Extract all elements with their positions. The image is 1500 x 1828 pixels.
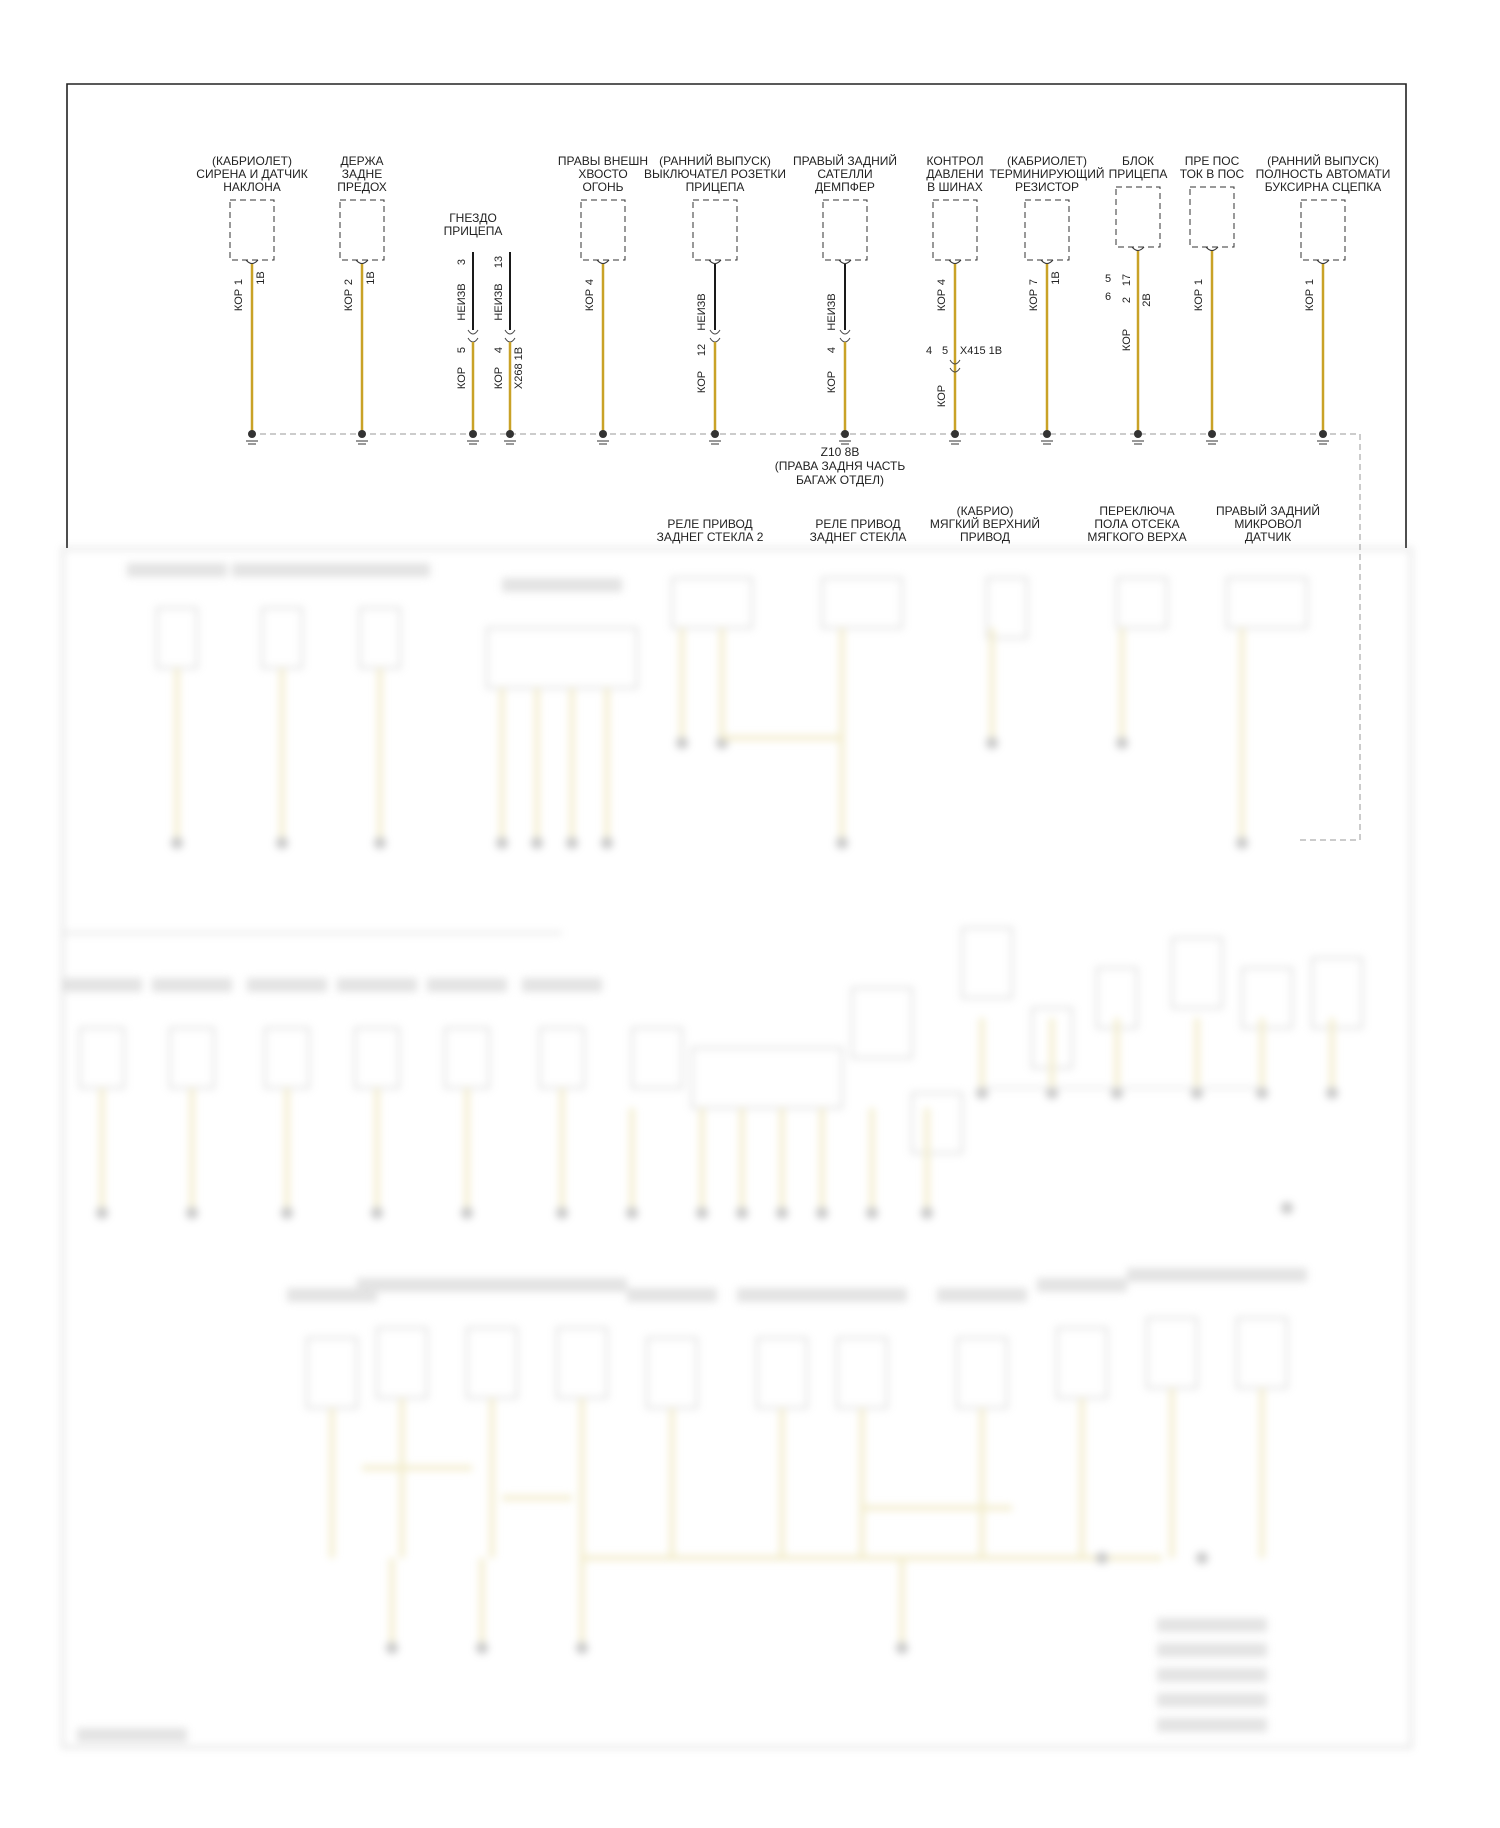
wire-color-label: КОР [584, 288, 596, 312]
component-label: ХВОСТО [578, 167, 628, 181]
component-7 [926, 154, 1002, 444]
component-label: ПРИЦЕПА [1108, 167, 1168, 181]
component-label: ПРИЦЕПА [685, 180, 745, 194]
component-4 [558, 154, 648, 444]
pin-number: 6 [1104, 291, 1112, 303]
pin-number: 2 [343, 278, 355, 286]
ground-symbol-icon [1041, 441, 1053, 444]
component-label: ПРИВОД [959, 530, 1011, 544]
pin-connector-icon [1317, 260, 1329, 264]
ground-point-icon [1208, 430, 1216, 438]
component-box [693, 200, 737, 260]
component-label: СИРЕНА И ДАТЧИК [196, 167, 308, 181]
component-6 [793, 153, 897, 444]
ground-code: Z10 8B [820, 445, 860, 459]
pin-number: 13 [493, 255, 505, 269]
ground-point-icon [1134, 430, 1142, 438]
pin-connector-icon [356, 260, 368, 264]
component-label: ПОЛНОСТЬ АВТОМАТИ [1255, 167, 1391, 181]
ground-symbol-icon [1317, 441, 1329, 444]
connector-icon [840, 330, 850, 342]
component-label: РЕЛЕ ПРИВОД [815, 517, 901, 531]
pin-number: 7 [1028, 278, 1040, 286]
component-label: ПРАВЫЙ ЗАДНИЙ [792, 154, 898, 168]
wire-color-label: НЕИЗВ [493, 283, 505, 321]
pin-connector-icon [949, 260, 961, 264]
component-box [340, 200, 384, 260]
wire-color-label: КОР [343, 288, 355, 312]
wire-color-label: КОР [1121, 328, 1133, 352]
pin-number: 4 [493, 346, 505, 354]
component-box [933, 200, 977, 260]
pin-connector-icon [1206, 247, 1218, 251]
component-label: ПОЛА ОТСЕКА [1094, 517, 1180, 531]
component-label: ОГОНЬ [582, 180, 624, 194]
component-label: (КАБРИО) [956, 504, 1014, 518]
connector-icon [468, 330, 478, 342]
connector-id: X268 1B [513, 346, 525, 390]
component-label: ТЕРМИНИРУЮЩИЙ [989, 167, 1105, 181]
component-label: МЯГКИЙ ВЕРХНИЙ [929, 517, 1041, 531]
row2-component-1 [657, 517, 764, 544]
component-label: ПРЕДОХ [337, 180, 387, 194]
component-label: ТОК В ПОС [1179, 167, 1245, 181]
ground-symbol-icon [839, 441, 851, 444]
component-label: ГНЕЗДО [449, 211, 497, 225]
wire-color-label: КОР [1193, 288, 1205, 312]
component-label: (КАБРИОЛЕТ) [1007, 154, 1087, 168]
pin-number: 4 [584, 278, 596, 286]
row2-component-3 [930, 504, 1040, 544]
pin-number: 2 [1121, 296, 1133, 304]
pin-number-b: 1B [255, 271, 267, 285]
pin-connector-icon [839, 260, 851, 264]
pin-number-b: 1B [1050, 271, 1062, 285]
ground-point-icon [469, 430, 477, 438]
wire-color-label: КОР [1028, 288, 1040, 312]
component-label: ЗАДНЕ [341, 167, 383, 181]
pin-number: 4 [925, 345, 933, 357]
component-label: ПРАВЫ ВНЕШН [557, 154, 649, 168]
pin-number: 4 [936, 278, 948, 286]
ground-point-icon [1043, 430, 1051, 438]
component-label: КОНТРОЛ [926, 154, 984, 168]
ground-point-icon [711, 430, 719, 438]
wire-color-label: КОР [493, 366, 505, 390]
component-label: ДАТЧИК [1244, 530, 1292, 544]
row2-component-5 [1216, 503, 1320, 544]
ground-symbol-icon [1206, 441, 1218, 444]
component-box [1190, 187, 1234, 247]
component-label: (РАННИЙ ВЫПУСК) [1267, 154, 1379, 168]
component-box [1025, 200, 1069, 260]
component-5 [644, 153, 786, 444]
ground-symbol-icon [467, 441, 479, 444]
wire-color-label: КОР [1304, 288, 1316, 312]
ground-bus [250, 434, 1360, 840]
ground-symbol-icon [504, 441, 516, 444]
component-8 [989, 154, 1104, 444]
pin-number: 5 [456, 346, 468, 354]
ground-symbol-icon [1132, 441, 1144, 444]
component-box [1116, 187, 1160, 247]
component-1 [196, 154, 307, 444]
wire-color-label: КОР [936, 384, 948, 408]
pin-number: 1 [1193, 278, 1205, 286]
pin-number: 3 [456, 258, 468, 266]
ground-point-icon [599, 430, 607, 438]
pin-connector-icon [1041, 260, 1053, 264]
component-label: ДЕМПФЕР [815, 180, 875, 194]
wire-color-label: КОР [936, 288, 948, 312]
row2-component-2 [810, 517, 907, 544]
component-label: НАКЛОНА [223, 180, 281, 194]
pin-number-b: 2B [1141, 293, 1153, 307]
pin-connector-icon [709, 260, 721, 264]
ground-label [775, 445, 906, 487]
wire-color-label: КОР [456, 366, 468, 390]
component-label: ПЕРЕКЛЮЧА [1099, 504, 1175, 518]
wire-color-label: КОР [826, 370, 838, 394]
component-label: САТЕЛЛИ [817, 167, 873, 181]
component-11 [1256, 153, 1391, 444]
pin-number: 12 [696, 343, 708, 357]
pin-connector-icon [597, 260, 609, 264]
component-label: МИКРОВОЛ [1234, 517, 1302, 531]
component-label: (КАБРИОЛЕТ) [212, 154, 292, 168]
component-label: РЕЛЕ ПРИВОД [667, 517, 753, 531]
component-label: ЗАДНЕГ СТЕКЛА [809, 530, 907, 544]
ground-desc-2: БАГАЖ ОТДЕЛ) [796, 473, 884, 487]
wire-color-label: КОР [233, 288, 245, 312]
ground-point-icon [506, 430, 514, 438]
ground-point-icon [1319, 430, 1327, 438]
wire-color-label: НЕИЗВ [456, 283, 468, 321]
component-label: (РАННИЙ ВЫПУСК) [659, 154, 771, 168]
connector-icon [505, 330, 515, 342]
wire-color-label: НЕИЗВ [826, 293, 838, 331]
component-label: ПРАВЫЙ ЗАДНИЙ [1215, 504, 1321, 518]
component-box [1301, 200, 1345, 260]
component-label: ДАВЛЕНИ [926, 167, 984, 181]
component-label: РЕЗИСТОР [1014, 180, 1080, 194]
ground-point-icon [248, 430, 256, 438]
wire-color-label: КОР [696, 370, 708, 394]
component-label: ПРИЦЕПА [443, 224, 503, 238]
component-label: БУКСИРНА СЦЕПКА [1264, 180, 1382, 194]
pin-connector-icon [1132, 247, 1144, 251]
component-box [230, 200, 274, 260]
component-label: ДЕРЖА [340, 154, 384, 168]
ground-point-icon [841, 430, 849, 438]
pin-number: 1 [1304, 278, 1316, 286]
component-2 [337, 154, 387, 444]
pin-number: 17 [1121, 273, 1133, 287]
pin-number-b: 1B [365, 271, 377, 285]
pin-number: 1 [233, 278, 245, 286]
pin-connector-icon [246, 260, 258, 264]
component-10 [1180, 154, 1245, 444]
row2-component-4 [1087, 504, 1186, 544]
component-box [581, 200, 625, 260]
connector-id: X415 1B [959, 345, 1003, 357]
component-3 [444, 211, 525, 444]
ground-symbol-icon [246, 441, 258, 444]
component-label: БЛОК [1121, 154, 1155, 168]
ground-desc-1: (ПРАВА ЗАДНЯ ЧАСТЬ [774, 459, 906, 473]
connector-icon [710, 330, 720, 342]
component-label: В ШИНАХ [927, 180, 983, 194]
component-label: МЯГКОГО ВЕРХА [1087, 530, 1187, 544]
component-label: ЗАДНЕГ СТЕКЛА 2 [656, 530, 764, 544]
ground-symbol-icon [709, 441, 721, 444]
component-label: ПРЕ ПОС [1184, 154, 1240, 168]
pin-number: 5 [941, 345, 949, 357]
pin-number: 4 [826, 346, 838, 354]
component-box [823, 200, 867, 260]
component-label: ВЫКЛЮЧАТЕЛ РОЗЕТКИ [643, 167, 787, 181]
ground-point-icon [951, 430, 959, 438]
wire-color-label: НЕИЗВ [696, 293, 708, 331]
ground-symbol-icon [597, 441, 609, 444]
ground-point-icon [358, 430, 366, 438]
ground-symbol-icon [949, 441, 961, 444]
ground-symbol-icon [356, 441, 368, 444]
pin-number: 5 [1104, 273, 1112, 285]
component-9 [1105, 154, 1167, 444]
